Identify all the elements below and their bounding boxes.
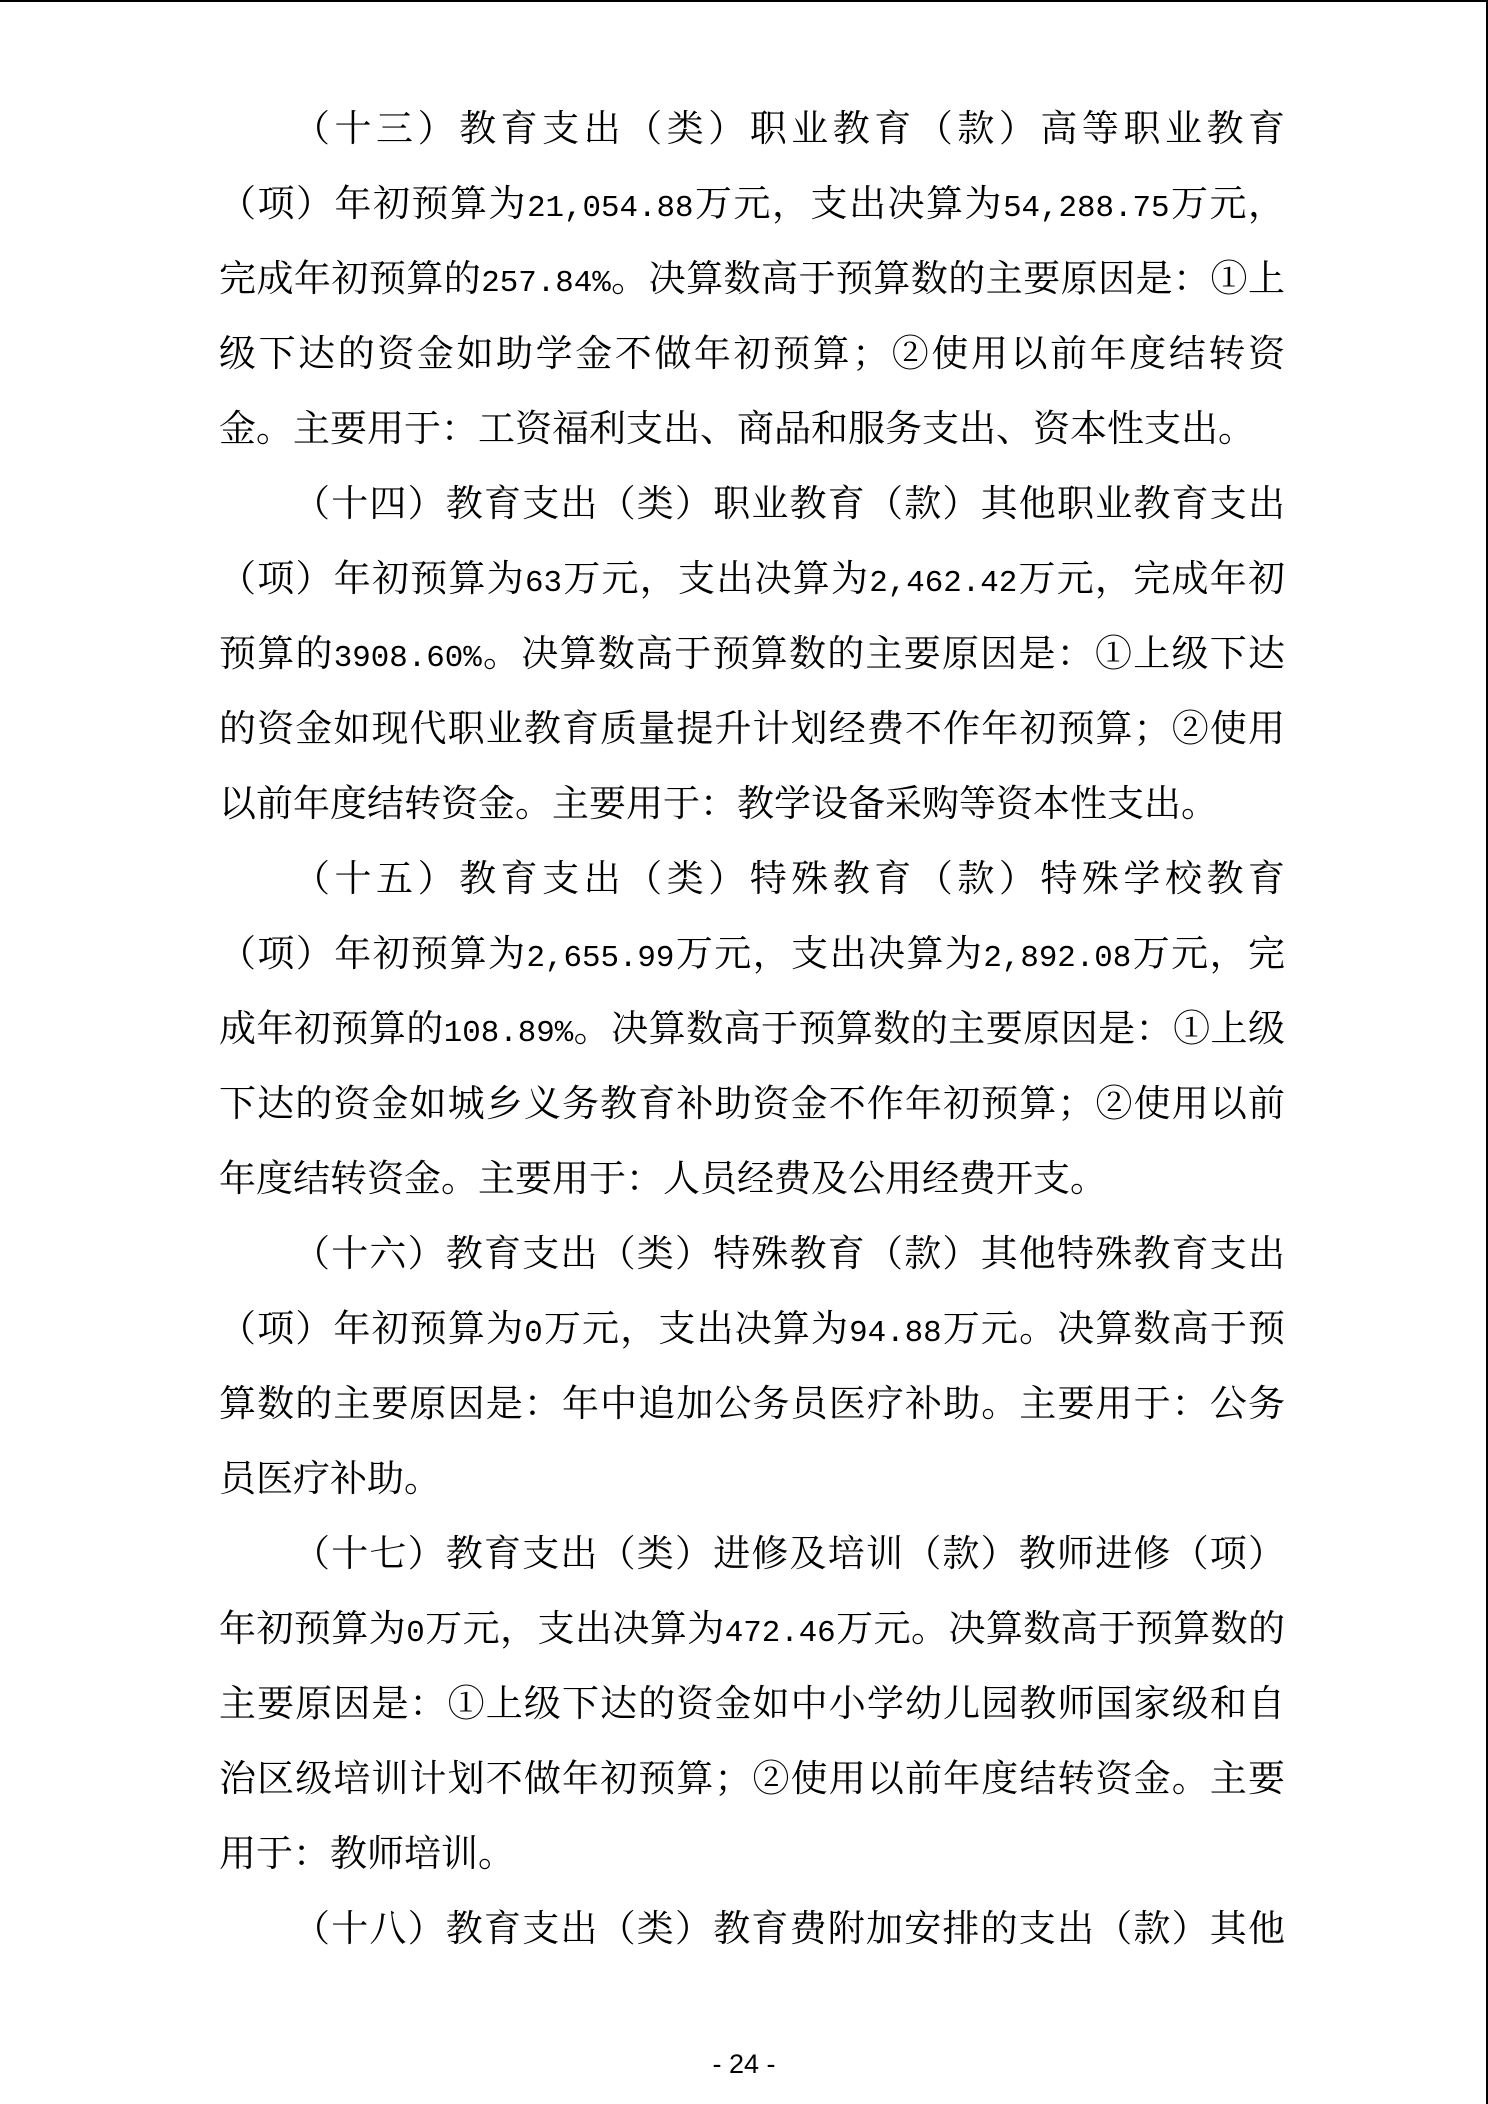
paragraph-16	[219, 1216, 1285, 1516]
text-line: （十八）教育支出（类）教育费附加安排的支出（款）其他	[293, 1907, 1285, 1950]
amount: 2,655.99	[526, 941, 675, 976]
text-line: 员医疗补助。	[219, 1457, 441, 1500]
text-line: 以前年度结转资金。主要用于：教学设备采购等资本性支出。	[219, 782, 1218, 825]
paragraph-15	[219, 841, 1285, 1216]
text-line: 级下达的资金如助学金不做年初预算；②使用以前年度结转资	[219, 332, 1285, 375]
text-line: 年初预算为0万元，支出决算为472.46万元。决算数高于预算数的	[219, 1607, 1286, 1651]
text-line: （项）年初预算为63万元，支出决算为2,462.42万元，完成年初	[219, 557, 1286, 601]
text-line: 用于：教师培训。	[219, 1832, 515, 1875]
text-line: （项）年初预算为21,054.88万元，支出决算为54,288.75万元，	[219, 182, 1286, 226]
amount: 108.89%	[443, 1016, 574, 1051]
paragraph-14	[219, 466, 1285, 841]
amount: 21,054.88	[527, 191, 694, 226]
amount: 0	[524, 1316, 543, 1351]
amount: 472.46	[724, 1616, 836, 1651]
amount: 63	[525, 566, 563, 601]
text-line: （十五）教育支出（类）特殊教育（款）特殊学校教育	[293, 857, 1285, 900]
text-line: 下达的资金如城乡义务教育补助资金不作年初预算；②使用以前	[219, 1082, 1285, 1125]
amount: 54,288.75	[1003, 191, 1170, 226]
amount: 257.84%	[481, 266, 611, 301]
text-line: 金。主要用于：工资福利支出、商品和服务支出、资本性支出。	[219, 407, 1255, 450]
text-line: 的资金如现代职业教育质量提升计划经费不作年初预算；②使用	[219, 707, 1285, 750]
text-line: （十六）教育支出（类）特殊教育（款）其他特殊教育支出	[293, 1232, 1285, 1275]
amount: 2,892.08	[983, 941, 1132, 976]
text-line: （十七）教育支出（类）进修及培训（款）教师进修（项）	[293, 1532, 1285, 1575]
text-line: 成年初预算的108.89%。决算数高于预算数的主要原因是：①上级	[219, 1007, 1286, 1051]
amount: 94.88	[849, 1316, 942, 1351]
amount: 2,462.42	[869, 566, 1018, 601]
text-line: 完成年初预算的257.84%。决算数高于预算数的主要原因是：①上	[219, 257, 1286, 301]
text-line: （十四）教育支出（类）职业教育（款）其他职业教育支出	[293, 482, 1285, 525]
amount: 3908.60%	[333, 641, 482, 676]
document-body	[219, 91, 1285, 1966]
page-number: - 24 -	[712, 2049, 776, 2079]
text-line: （十三）教育支出（类）职业教育（款）高等职业教育	[293, 107, 1285, 150]
text-line: （项）年初预算为2,655.99万元，支出决算为2,892.08万元，完	[219, 932, 1286, 976]
text-line: 年度结转资金。主要用于：人员经费及公用经费开支。	[219, 1157, 1107, 1200]
amount: 0	[406, 1616, 425, 1651]
paragraph-17	[219, 1516, 1285, 1891]
text-line: 主要原因是：①上级下达的资金如中小学幼儿园教师国家级和自	[219, 1682, 1285, 1725]
text-line: （项）年初预算为0万元，支出决算为94.88万元。决算数高于预	[219, 1307, 1286, 1351]
paragraph-13	[219, 91, 1285, 466]
paragraph-18	[219, 1891, 1285, 1966]
text-line: 预算的3908.60%。决算数高于预算数的主要原因是：①上级下达	[219, 632, 1286, 676]
text-line: 治区级培训计划不做年初预算；②使用以前年度结转资金。主要	[219, 1757, 1285, 1800]
text-line: 算数的主要原因是：年中追加公务员医疗补助。主要用于：公务	[219, 1382, 1285, 1425]
